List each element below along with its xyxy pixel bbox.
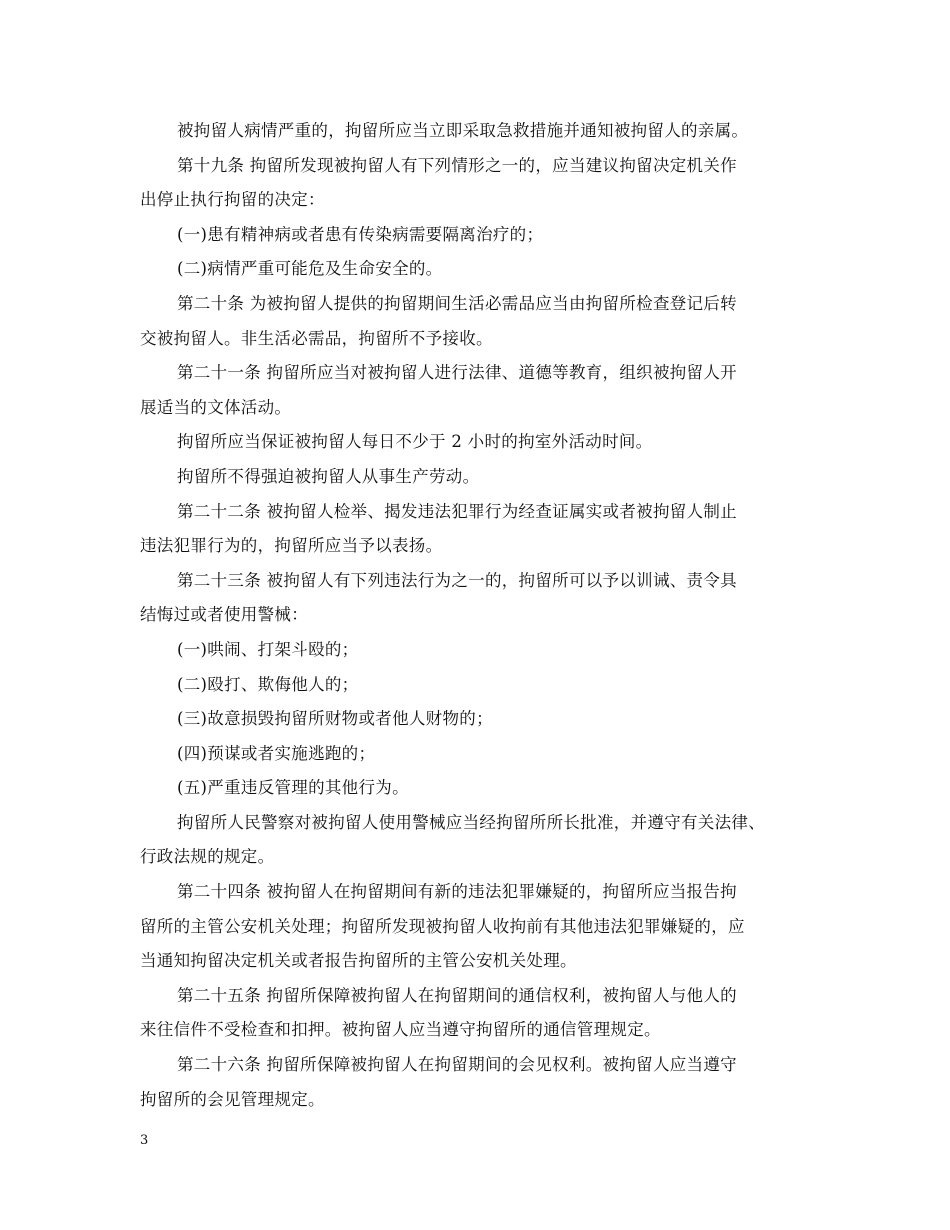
text-line: 出停止执行拘留的决定： — [140, 190, 325, 210]
text-line: 拘留所的会见管理规定。 — [140, 1089, 325, 1109]
text-line: (三)故意损毁拘留所财物或者他人财物的； — [177, 709, 493, 729]
text-line: 当通知拘留决定机关或者报告拘留所的主管公安机关处理。 — [140, 951, 577, 971]
text-line: 拘留所不得强迫被拘留人从事生产劳动。 — [177, 466, 480, 486]
text-line: 第二十一条 拘留所应当对被拘留人进行法律、道德等教育，组织被拘留人开 — [177, 363, 737, 383]
text-line: (五)严重违反管理的其他行为。 — [177, 778, 409, 798]
text-line: (四)预谋或者实施逃跑的； — [177, 743, 376, 763]
text-line: 第二十五条 拘留所保障被拘留人在拘留期间的通信权利，被拘留人与他人的 — [177, 985, 737, 1005]
page-number: 3 — [140, 1133, 149, 1148]
text-line: 第二十三条 被拘留人有下列违法行为之一的，拘留所可以予以训诫、责令具 — [177, 570, 737, 590]
text-line: (二)殴打、欺侮他人的； — [177, 674, 359, 694]
text-line: (一)患有精神病或者患有传染病需要隔离治疗的； — [177, 224, 544, 244]
text-line: 第十九条 拘留所发现被拘留人有下列情形之一的，应当建议拘留决定机关作 — [177, 155, 737, 175]
document-body — [140, 114, 820, 1117]
text-line: 来往信件不受检查和扣押。被拘留人应当遵守拘留所的通信管理规定。 — [140, 1020, 661, 1040]
text-line: 违法犯罪行为的，拘留所应当予以表扬。 — [140, 536, 443, 556]
text-line: 第二十四条 被拘留人在拘留期间有新的违法犯罪嫌疑的，拘留所应当报告拘 — [177, 882, 737, 902]
text-line: 结悔过或者使用警械： — [140, 605, 308, 625]
text-line: 交被拘留人。非生活必需品，拘留所不予接收。 — [140, 328, 493, 348]
text-line: 留所的主管公安机关处理；拘留所发现被拘留人收拘前有其他违法犯罪嫌疑的，应 — [140, 916, 745, 936]
text-line: (二)病情严重可能危及生命安全的。 — [177, 259, 443, 279]
text-line: 拘留所应当保证被拘留人每日不少于 2 小时的拘室外活动时间。 — [177, 432, 653, 452]
text-line: 第二十六条 拘留所保障被拘留人在拘留期间的会见权利。被拘留人应当遵守 — [177, 1055, 737, 1075]
text-line: 第二十二条 被拘留人检举、揭发违法犯罪行为经查证属实或者被拘留人制止 — [177, 501, 737, 521]
text-line: 展适当的文体活动。 — [140, 397, 292, 417]
text-line: 拘留所人民警察对被拘留人使用警械应当经拘留所所长批准，并遵守有关法律、 — [177, 812, 765, 832]
text-line: 第二十条 为被拘留人提供的拘留期间生活必需品应当由拘留所检查登记后转 — [177, 293, 737, 313]
text-line: (一)哄闹、打架斗殴的； — [177, 639, 359, 659]
text-line: 行政法规的规定。 — [140, 847, 275, 867]
text-line: 被拘留人病情严重的，拘留所应当立即采取急救措施并通知被拘留人的亲属。 — [177, 121, 749, 140]
